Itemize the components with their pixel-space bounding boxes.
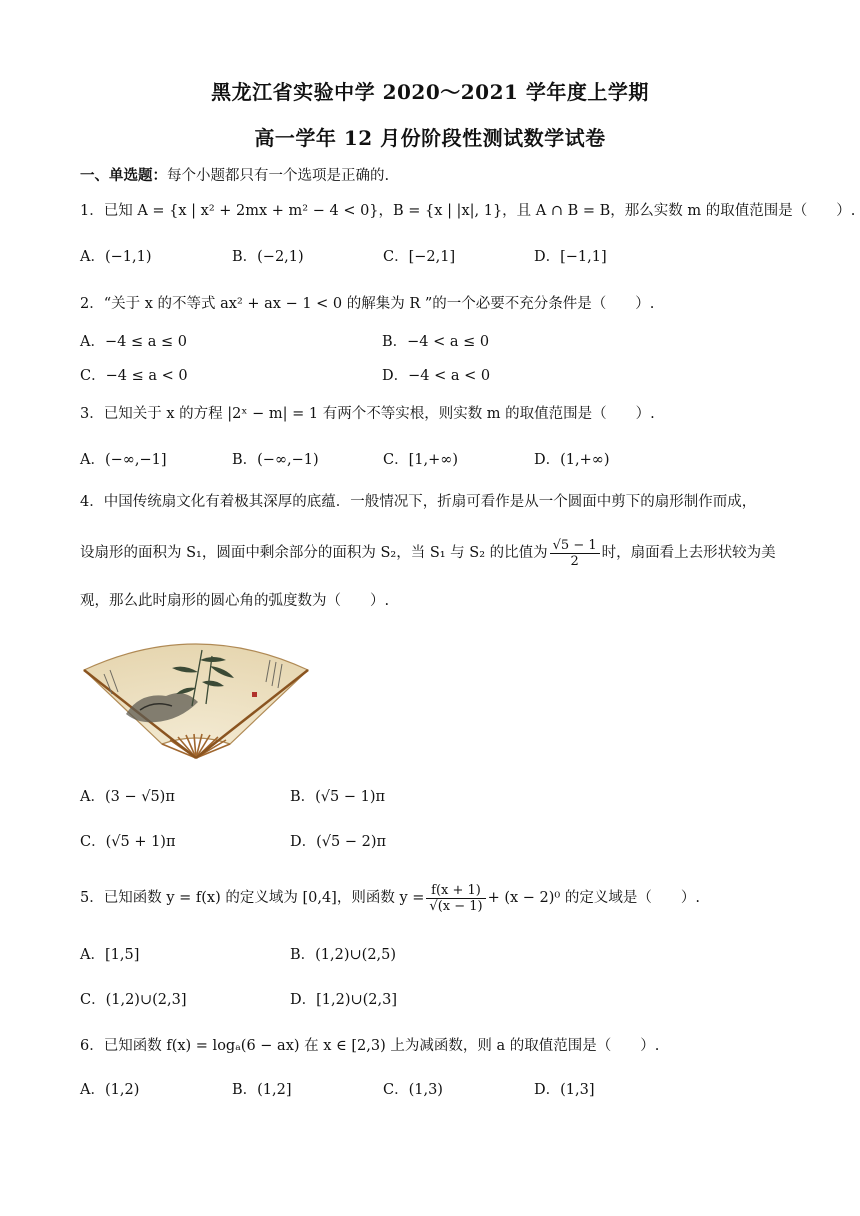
question-5-stem-text-a: 5．已知函数 y = f(x) 的定义域为 [0,4]，则函数 y =	[80, 890, 425, 906]
question-4-line-2-text-b: 时，扇面看上去形状较为美	[601, 545, 776, 561]
fraction-denominator: 2	[570, 553, 579, 569]
question-2-option-d: D．−4 < a < 0	[382, 368, 491, 384]
question-6-option-a: A．(1,2)	[80, 1082, 140, 1098]
question-1-option-b: B．(−2,1)	[232, 249, 304, 265]
golden-ratio-fraction	[550, 538, 600, 569]
fraction-numerator: √5 − 1	[550, 538, 600, 554]
question-3-option-c: C．[1,+∞)	[383, 452, 458, 468]
question-1-option-d: D．[−1,1]	[534, 249, 607, 265]
question-3-stem: 3．已知关于 x 的方程 |2ˣ − m| = 1 有两个不等实根，则实数 m 的取值范围是（ ）.	[80, 406, 655, 422]
question-4-option-d: D．(√5 − 2)π	[290, 834, 387, 850]
question-5-function-fraction	[426, 883, 485, 914]
question-4-line-2-text-a: 设扇形的面积为 S₁，圆面中剩余部分的面积为 S₂，当 S₁ 与 S₂ 的比值为	[80, 545, 548, 561]
fraction-denominator: √(x − 1)	[429, 898, 483, 914]
question-5-option-b: B．(1,2)∪(2,5)	[290, 947, 397, 963]
question-4-option-c: C．(√5 + 1)π	[80, 834, 176, 850]
question-5-option-a: A．[1,5]	[80, 947, 140, 963]
section-header	[80, 166, 389, 186]
question-4-line-1: 4．中国传统扇文化有着极其深厚的底蕴．一般情况下，折扇可看作是从一个圆面中剪下的扇形制作而成，	[80, 494, 757, 510]
question-4-option-a: A．(3 − √5)π	[80, 789, 175, 805]
question-6-option-b: B．(1,2]	[232, 1082, 292, 1098]
question-2-option-b: B．−4 < a ≤ 0	[382, 334, 490, 350]
question-5-option-d: D．[1,2)∪(2,3]	[290, 992, 398, 1008]
question-4-line-2	[80, 534, 776, 572]
question-5-stem-text-b: + (x − 2)⁰ 的定义域是（ ）.	[487, 890, 700, 906]
fraction-numerator: f(x + 1)	[426, 883, 485, 899]
question-1-option-c: C．[−2,1]	[383, 249, 456, 265]
question-6-option-d: D．(1,3]	[534, 1082, 595, 1098]
question-2-stem: 2．“关于 x 的不等式 ax² + ax − 1 < 0 的解集为 R ”的一个必要不充分条件是（ ）.	[80, 296, 655, 312]
folding-fan-image	[80, 636, 312, 760]
question-3-option-d: D．(1,+∞)	[534, 452, 610, 468]
question-1-stem: 1．已知 A = {x | x² + 2mx + m² − 4 < 0}，B = {x | |x|, 1}，且 A ∩ B = B，那么实数 m 的取值范围是（ ）.	[80, 203, 856, 219]
question-4-option-b: B．(√5 − 1)π	[290, 789, 386, 805]
question-4-line-3: 观，那么此时扇形的圆心角的弧度数为（ ）.	[80, 593, 390, 609]
section-heading: 一、单选题：	[80, 167, 167, 184]
question-5-option-c: C．(1,2)∪(2,3]	[80, 992, 187, 1008]
question-2-option-a: A．−4 ≤ a ≤ 0	[80, 334, 187, 350]
question-6-stem: 6．已知函数 f(x) = logₐ(6 − ax) 在 x ∈ [2,3) 上为减函数，则 a 的取值范围是（ ）.	[80, 1038, 660, 1054]
question-3-option-b: B．(−∞,−1)	[232, 452, 319, 468]
question-3-option-a: A．(−∞,−1]	[80, 452, 167, 468]
question-2-option-c: C．−4 ≤ a < 0	[80, 368, 188, 384]
question-5-stem	[80, 878, 700, 918]
question-1-option-a: A．(−1,1)	[80, 249, 152, 265]
section-description: 每个小题都只有一个选项是正确的.	[167, 168, 390, 184]
exam-title-line2: 高一学年 12 月份阶段性测试数学试卷	[254, 126, 606, 150]
exam-title-line1: 黑龙江省实验中学 2020～2021 学年度上学期	[211, 80, 649, 104]
question-6-option-c: C．(1,3)	[383, 1082, 443, 1098]
